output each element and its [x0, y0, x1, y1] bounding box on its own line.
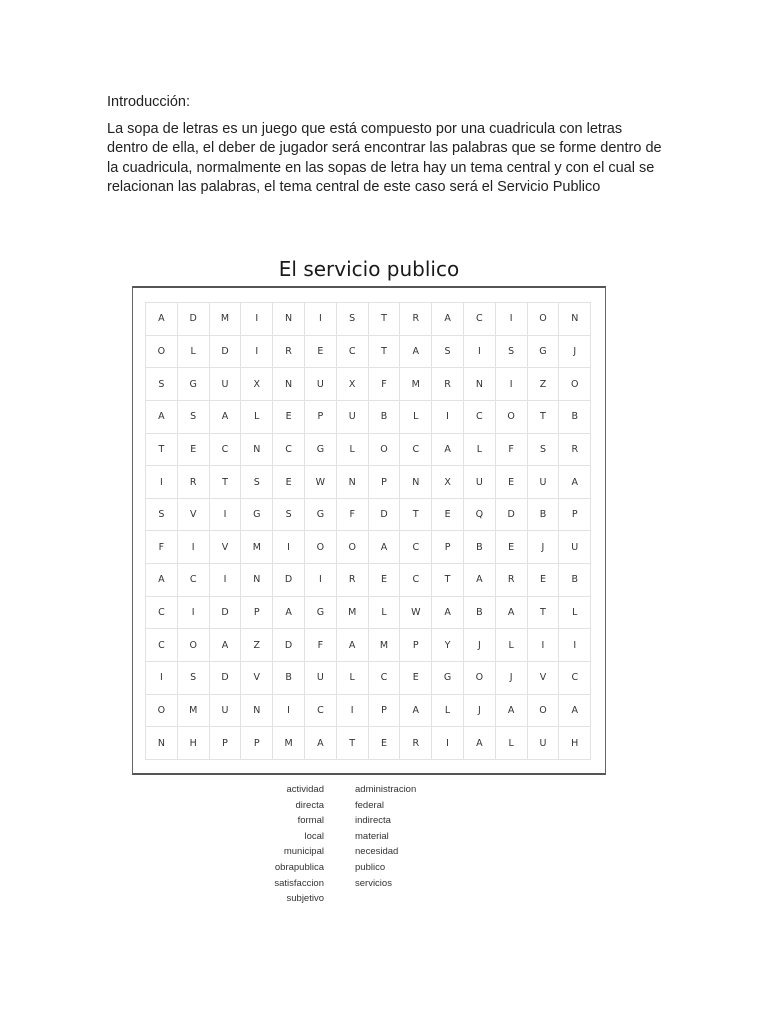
word-list-item: material [355, 830, 389, 842]
grid-cell: I [432, 401, 464, 434]
grid-cell: A [369, 531, 401, 564]
grid-cell: P [369, 466, 401, 499]
grid-cell: I [146, 466, 178, 499]
grid-cell: L [432, 695, 464, 728]
grid-cell: C [400, 434, 432, 467]
grid-cell: A [432, 303, 464, 336]
grid-cell: B [559, 564, 591, 597]
grid-cell: W [400, 597, 432, 630]
grid-cell: R [273, 336, 305, 369]
grid-cell: S [528, 434, 560, 467]
grid-cell: M [400, 368, 432, 401]
grid-cell: P [241, 597, 273, 630]
grid-cell: Z [528, 368, 560, 401]
grid-cell: T [400, 499, 432, 532]
grid-cell: O [528, 695, 560, 728]
grid-cell: I [528, 629, 560, 662]
grid-cell: A [273, 597, 305, 630]
grid-cell: D [273, 564, 305, 597]
word-list-item: servicios [355, 877, 392, 889]
grid-cell: S [273, 499, 305, 532]
grid-cell: N [241, 434, 273, 467]
grid-cell: C [273, 434, 305, 467]
grid-cell: I [210, 564, 242, 597]
grid-cell: O [464, 662, 496, 695]
grid-cell: V [178, 499, 210, 532]
grid-cell: F [337, 499, 369, 532]
grid-cell: I [178, 531, 210, 564]
grid-cell: T [528, 401, 560, 434]
word-list-item: municipal [283, 846, 324, 858]
word-list-item: directa [295, 799, 324, 811]
grid-cell: U [559, 531, 591, 564]
grid-cell: A [400, 695, 432, 728]
grid-cell: M [273, 727, 305, 760]
grid-cell: J [496, 662, 528, 695]
grid-cell: X [337, 368, 369, 401]
grid-cell: V [528, 662, 560, 695]
grid-cell: A [432, 434, 464, 467]
grid-cell: U [210, 695, 242, 728]
grid-cell: V [210, 531, 242, 564]
grid-cell: T [432, 564, 464, 597]
grid-cell: F [305, 629, 337, 662]
grid-cell: P [400, 629, 432, 662]
grid-cell: S [178, 662, 210, 695]
grid-cell: U [464, 466, 496, 499]
grid-cell: E [369, 727, 401, 760]
grid-cell: E [305, 336, 337, 369]
grid-cell: E [496, 531, 528, 564]
grid-cell: C [559, 662, 591, 695]
grid-cell: I [305, 303, 337, 336]
grid-cell: C [400, 564, 432, 597]
grid-cell: N [400, 466, 432, 499]
grid-cell: B [528, 499, 560, 532]
grid-cell: E [528, 564, 560, 597]
grid-cell: D [178, 303, 210, 336]
grid-cell: O [369, 434, 401, 467]
grid-cell: A [496, 695, 528, 728]
grid-cell: J [528, 531, 560, 564]
grid-cell: B [559, 401, 591, 434]
grid-cell: P [369, 695, 401, 728]
grid-cell: D [369, 499, 401, 532]
grid-cell: C [146, 629, 178, 662]
word-list-left-column [240, 782, 324, 907]
grid-cell: O [496, 401, 528, 434]
grid-cell: I [241, 303, 273, 336]
grid-cell: D [273, 629, 305, 662]
grid-cell: I [241, 336, 273, 369]
grid-cell: X [241, 368, 273, 401]
grid-cell: U [528, 466, 560, 499]
grid-cell: L [559, 597, 591, 630]
grid-cell: H [178, 727, 210, 760]
grid-cell: N [146, 727, 178, 760]
grid-cell: F [496, 434, 528, 467]
grid-cell: C [146, 597, 178, 630]
grid-cell: I [305, 564, 337, 597]
grid-cell: T [210, 466, 242, 499]
grid-cell: C [210, 434, 242, 467]
grid-cell: N [273, 368, 305, 401]
grid-cell: T [337, 727, 369, 760]
grid-cell: M [337, 597, 369, 630]
grid-cell: P [305, 401, 337, 434]
grid-cell: M [369, 629, 401, 662]
grid-cell: E [178, 434, 210, 467]
grid-cell: R [559, 434, 591, 467]
intro-heading: Introducción: [107, 94, 191, 110]
grid-cell: J [464, 695, 496, 728]
word-list-item: obrapublica [274, 861, 324, 873]
grid-cell: B [464, 597, 496, 630]
grid-cell: C [305, 695, 337, 728]
grid-cell: C [369, 662, 401, 695]
grid-cell: A [146, 401, 178, 434]
word-list-item: actividad [286, 784, 324, 795]
grid-cell: G [241, 499, 273, 532]
grid-cell: O [146, 336, 178, 369]
word-list-right-column [355, 782, 416, 891]
grid-cell: R [432, 368, 464, 401]
word-list-item: publico [355, 861, 386, 873]
grid-cell: S [146, 499, 178, 532]
grid-cell: L [369, 597, 401, 630]
grid-cell: D [496, 499, 528, 532]
grid-cell: I [337, 695, 369, 728]
grid-cell: U [305, 368, 337, 401]
grid-cell: L [496, 629, 528, 662]
grid-cell: G [432, 662, 464, 695]
grid-cell: T [146, 434, 178, 467]
grid-cell: G [305, 499, 337, 532]
grid-cell: E [273, 401, 305, 434]
grid-cell: E [369, 564, 401, 597]
word-list-item: formal [297, 815, 324, 827]
grid-cell: P [559, 499, 591, 532]
grid-cell: N [241, 564, 273, 597]
grid-cell: A [210, 629, 242, 662]
grid-cell: R [400, 727, 432, 760]
grid-cell: L [496, 727, 528, 760]
grid-cell: E [400, 662, 432, 695]
grid-cell: A [305, 727, 337, 760]
grid-cell: R [496, 564, 528, 597]
word-list-item: local [304, 830, 324, 842]
grid-cell: X [432, 466, 464, 499]
grid-cell: L [464, 434, 496, 467]
grid-cell: P [241, 727, 273, 760]
grid-cell: S [432, 336, 464, 369]
grid-cell: C [178, 564, 210, 597]
grid-cell: I [178, 597, 210, 630]
intro-paragraph: La sopa de letras es un juego que está compuesto por una cuadricula con letras dentro de ella, el deber de jugador será encontrar las palabras que se forme dentro de la cuadricula, normalmente en las sopas de letra hay un tema central y con el cual se relacionan las palabras, el tema central de este caso será el Servicio Publico [107, 121, 662, 196]
grid-cell: I [432, 727, 464, 760]
grid-cell: E [496, 466, 528, 499]
grid-cell: N [337, 466, 369, 499]
grid-cell: U [305, 662, 337, 695]
grid-cell: S [146, 368, 178, 401]
grid-cell: F [146, 531, 178, 564]
grid-cell: A [337, 629, 369, 662]
grid-cell: M [210, 303, 242, 336]
grid-cell: C [400, 531, 432, 564]
grid-cell: L [337, 662, 369, 695]
grid-cell: H [559, 727, 591, 760]
grid-cell: T [369, 303, 401, 336]
grid-cell: A [464, 727, 496, 760]
grid-cell: R [178, 466, 210, 499]
grid-cell: A [464, 564, 496, 597]
grid-cell: G [305, 434, 337, 467]
grid-cell: T [528, 597, 560, 630]
grid-cell: L [241, 401, 273, 434]
grid-cell: E [432, 499, 464, 532]
word-list-item: administracion [355, 784, 417, 795]
grid-cell: J [559, 336, 591, 369]
grid-cell: Y [432, 629, 464, 662]
grid-cell: N [241, 695, 273, 728]
grid-cell: I [464, 336, 496, 369]
grid-cell: M [178, 695, 210, 728]
grid-cell: C [337, 336, 369, 369]
grid-cell: I [273, 695, 305, 728]
grid-cell: A [146, 303, 178, 336]
grid-cell: A [496, 597, 528, 630]
grid-cell: W [305, 466, 337, 499]
grid-cell: I [210, 499, 242, 532]
grid-cell: O [337, 531, 369, 564]
grid-cell: U [528, 727, 560, 760]
grid-cell: I [559, 629, 591, 662]
grid-cell: F [369, 368, 401, 401]
grid-cell: J [464, 629, 496, 662]
grid-cell: A [210, 401, 242, 434]
grid-cell: Q [464, 499, 496, 532]
grid-cell: V [241, 662, 273, 695]
grid-cell: O [146, 695, 178, 728]
grid-cell: R [337, 564, 369, 597]
grid-cell: G [528, 336, 560, 369]
grid-cell: I [273, 531, 305, 564]
grid-cell: R [400, 303, 432, 336]
grid-cell: M [241, 531, 273, 564]
word-search-grid [145, 302, 591, 760]
grid-cell: T [369, 336, 401, 369]
grid-cell: E [273, 466, 305, 499]
grid-cell: N [273, 303, 305, 336]
grid-cell: O [305, 531, 337, 564]
grid-cell: U [337, 401, 369, 434]
grid-cell: L [337, 434, 369, 467]
grid-cell: N [559, 303, 591, 336]
grid-cell: A [559, 466, 591, 499]
puzzle-title: El servicio publico [278, 257, 460, 281]
grid-cell: O [528, 303, 560, 336]
grid-cell: D [210, 336, 242, 369]
grid-cell: B [273, 662, 305, 695]
word-list-item: satisfaccion [274, 877, 324, 889]
grid-cell: D [210, 662, 242, 695]
grid-cell: G [305, 597, 337, 630]
grid-cell: O [178, 629, 210, 662]
grid-cell: A [432, 597, 464, 630]
word-list-item: indirecta [355, 815, 391, 827]
grid-cell: L [400, 401, 432, 434]
word-list-item: federal [355, 799, 385, 811]
word-list-item: subjetivo [286, 893, 324, 905]
grid-cell: I [496, 303, 528, 336]
grid-cell: B [369, 401, 401, 434]
grid-cell: G [178, 368, 210, 401]
grid-cell: U [210, 368, 242, 401]
grid-cell: I [496, 368, 528, 401]
grid-cell: Z [241, 629, 273, 662]
grid-cell: C [464, 303, 496, 336]
grid-cell: S [178, 401, 210, 434]
grid-cell: P [210, 727, 242, 760]
grid-cell: L [178, 336, 210, 369]
grid-cell: I [146, 662, 178, 695]
grid-cell: S [337, 303, 369, 336]
grid-cell: S [241, 466, 273, 499]
grid-cell: C [464, 401, 496, 434]
grid-cell: P [432, 531, 464, 564]
grid-cell: B [464, 531, 496, 564]
word-list-item: necesidad [355, 846, 399, 858]
grid-cell: O [559, 368, 591, 401]
grid-cell: D [210, 597, 242, 630]
grid-cell: S [496, 336, 528, 369]
grid-cell: A [146, 564, 178, 597]
grid-cell: A [559, 695, 591, 728]
grid-cell: A [400, 336, 432, 369]
grid-cell: N [464, 368, 496, 401]
